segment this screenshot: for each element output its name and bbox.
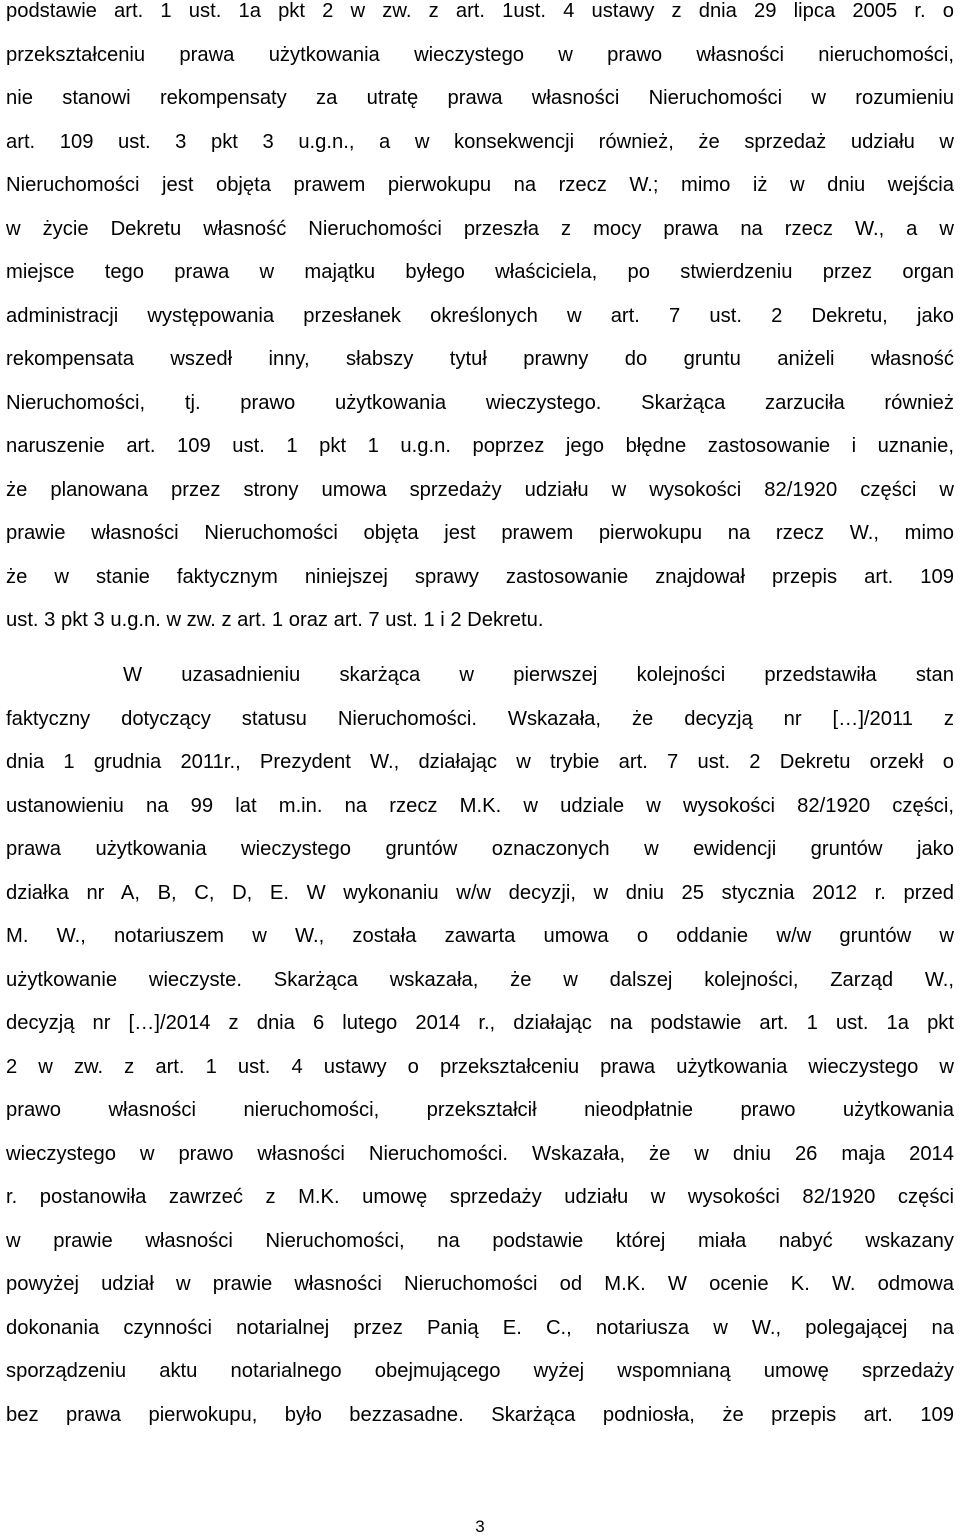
text-line: rekompensata wszedł inny, słabszy tytuł prawny do gruntu aniżeli własność: [6, 348, 954, 370]
text-line: Nieruchomości jest objęta prawem pierwokupu na rzecz W.; mimo iż w dniu wejścia: [6, 174, 954, 196]
text-line: przekształceniu prawa użytkowania wieczystego w prawo własności nieruchomości,: [6, 43, 954, 66]
text-line: wieczystego w prawo własności Nieruchomości. Wskazała, że w dniu 26 maja 2014: [6, 1142, 954, 1165]
text-line: decyzją nr […]/2014 z dnia 6 lutego 2014 r., działając na podstawie art. 1 ust. 1a pkt: [6, 1012, 954, 1034]
text-line: nie stanowi rekompensaty za utratę prawa własności Nieruchomości w rozumieniu: [6, 87, 954, 109]
text-line: W uzasadnieniu skarżąca w pierwszej kolejności przedstawiła stan: [123, 664, 954, 686]
text-line: sporządzeniu aktu notarialnego obejmującego wyżej wspomnianą umowę sprzedaży: [6, 1360, 954, 1382]
text-line: faktyczny dotyczący statusu Nieruchomości. Wskazała, że decyzją nr […]/2011 z: [6, 707, 954, 730]
text-line: ustanowieniu na 99 lat m.in. na rzecz M.K. w udziale w wysokości 82/1920 części,: [6, 794, 954, 817]
text-line: M. W., notariuszem w W., została zawarta umowa o oddanie w/w gruntów w: [6, 925, 954, 947]
text-line: prawa użytkowania wieczystego gruntów oznaczonych w ewidencji gruntów jako: [6, 838, 954, 860]
paragraph-continued: [6, 0, 954, 643]
text-line: działka nr A, B, C, D, E. W wykonaniu w/w decyzji, w dniu 25 stycznia 2012 r. przed: [6, 881, 954, 904]
text-line: że w stanie faktycznym niniejszej sprawy zastosowanie znajdował przepis art. 109: [6, 565, 954, 588]
text-line: 2 w zw. z art. 1 ust. 4 ustawy o przekształceniu prawa użytkowania wieczystego w: [6, 1055, 954, 1078]
text-line: powyżej udział w prawie własności Nieruchomości od M.K. W ocenie K. W. odmowa: [6, 1273, 954, 1295]
page-number: 3: [475, 1517, 485, 1536]
text-line: naruszenie art. 109 ust. 1 pkt 1 u.g.n. poprzez jego błędne zastosowanie i uznanie,: [6, 435, 954, 457]
text-line: ust. 3 pkt 3 u.g.n. w zw. z art. 1 oraz art. 7 ust. 1 i 2 Dekretu.: [6, 609, 544, 631]
text-line: art. 109 ust. 3 pkt 3 u.g.n., a w konsekwencji również, że sprzedaż udziału w: [6, 130, 954, 153]
text-line: miejsce tego prawa w majątku byłego właściciela, po stwierdzeniu przez organ: [6, 261, 954, 283]
text-line: administracji występowania przesłanek określonych w art. 7 ust. 2 Dekretu, jako: [6, 304, 954, 327]
text-line: bez prawa pierwokupu, było bezzasadne. Skarżąca podniosła, że przepis art. 109: [6, 1403, 954, 1426]
text-line: w prawie własności Nieruchomości, na podstawie której miała nabyć wskazany: [6, 1229, 954, 1252]
text-line: w życie Dekretu własność Nieruchomości przeszła z mocy prawa na rzecz W., a w: [6, 217, 954, 240]
text-line: prawie własności Nieruchomości objęta jest prawem pierwokupu na rzecz W., mimo: [6, 522, 954, 544]
paragraph-justification: [6, 654, 954, 1437]
text-line: podstawie art. 1 ust. 1a pkt 2 w zw. z art. 1ust. 4 ustawy z dnia 29 lipca 2005 r. o: [6, 0, 954, 22]
text-line: prawo własności nieruchomości, przekształcił nieodpłatnie prawo użytkowania: [6, 1099, 954, 1121]
text-line: że planowana przez strony umowa sprzedaży udziału w wysokości 82/1920 części w: [6, 478, 954, 501]
text-line: dokonania czynności notarialnej przez Panią E. C., notariusza w W., polegającej na: [6, 1316, 954, 1339]
text-line: Nieruchomości, tj. prawo użytkowania wieczystego. Skarżąca zarzuciła również: [6, 391, 954, 414]
text-line: użytkowanie wieczyste. Skarżąca wskazała, że w dalszej kolejności, Zarząd W.,: [6, 968, 954, 991]
text-line: dnia 1 grudnia 2011r., Prezydent W., działając w trybie art. 7 ust. 2 Dekretu orzekł o: [6, 751, 954, 773]
text-line: r. postanowiła zawrzeć z M.K. umowę sprzedaży udziału w wysokości 82/1920 części: [6, 1186, 954, 1208]
